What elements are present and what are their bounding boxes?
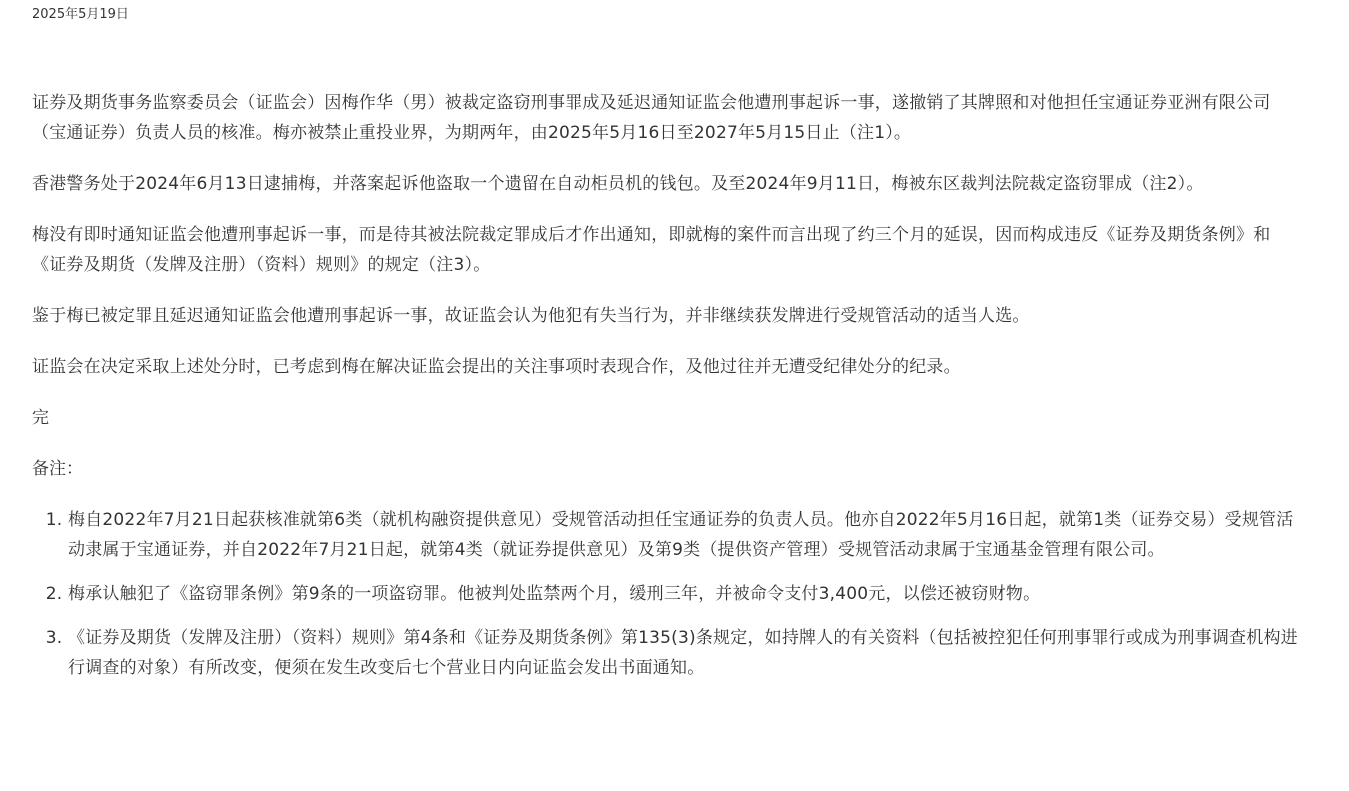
paragraph-cooperation: 证监会在决定采取上述处分时，已考虑到梅在解决证监会提出的关注事项时表现合作，及他过往并无遭受纪律处分的纪录。: [32, 357, 961, 377]
notes-list: [32, 505, 1299, 683]
note-item-3: 3. 《证券及期货（发牌及注册）（资料）规则》第4条和《证券及期货条例》第135(3)条规定，如持牌人的有关资料（包括被控犯任何刑事罪行或成为刑事调查机构进行调查的对象）有所改变，便须在发生改变后七个营业日内向证监会发出书面通知。: [68, 623, 1299, 683]
publish-date: 2025年5月19日: [32, 7, 129, 22]
note-item-2: 2. 梅承认触犯了《盗窃罪条例》第9条的一项盗窃罪。他被判处监禁两个月，缓刑三年，并被命令支付3,400元，以偿还被窃财物。: [68, 579, 1299, 609]
note-item-1: 1. 梅自2022年7月21日起获核准就第6类（就机构融资提供意见）受规管活动担任宝通证券的负责人员。他亦自2022年5月16日起，就第1类（证券交易）受规管活动隶属于宝通证券，并自2022年7月21日起，就第4类（就证券提供意见）及第9类（提供资产管理）受规管活动隶属于宝通基金管理有限公司。: [68, 505, 1299, 565]
paragraph-revocation: 证券及期货事务监察委员会（证监会）因梅作华（男）被裁定盗窃刑事罪成及延迟通知证监会他遭刑事起诉一事，遂撤销了其牌照和对他担任宝通证券亚洲有限公司（宝通证券）负责人员的核准。梅亦被禁止重投业界，为期两年，由2025年5月16日至2027年5月15日止（注1）。: [32, 93, 1271, 143]
paragraph-delay: 梅没有即时通知证监会他遭刑事起诉一事，而是待其被法院裁定罪成后才作出通知，即就梅的案件而言出现了约三个月的延误，因而构成违反《证券及期货条例》和《证券及期货（发牌及注册）（资料）规则》的规定（注3）。: [32, 225, 1271, 275]
paragraph-misconduct: 鉴于梅已被定罪且延迟通知证监会他遭刑事起诉一事，故证监会认为他犯有失当行为，并非继续获发牌进行受规管活动的适当人选。: [32, 306, 1030, 326]
end-mark: 完: [32, 408, 49, 428]
paragraph-arrest: 香港警务处于2024年6月13日逮捕梅，并落案起诉他盗取一个遗留在自动柜员机的钱包。及至2024年9月11日，梅被东区裁判法院裁定盗窃罪成（注2）。: [32, 174, 1204, 194]
press-release-body: [32, 88, 1299, 683]
notes-heading: 备注：: [32, 459, 83, 479]
